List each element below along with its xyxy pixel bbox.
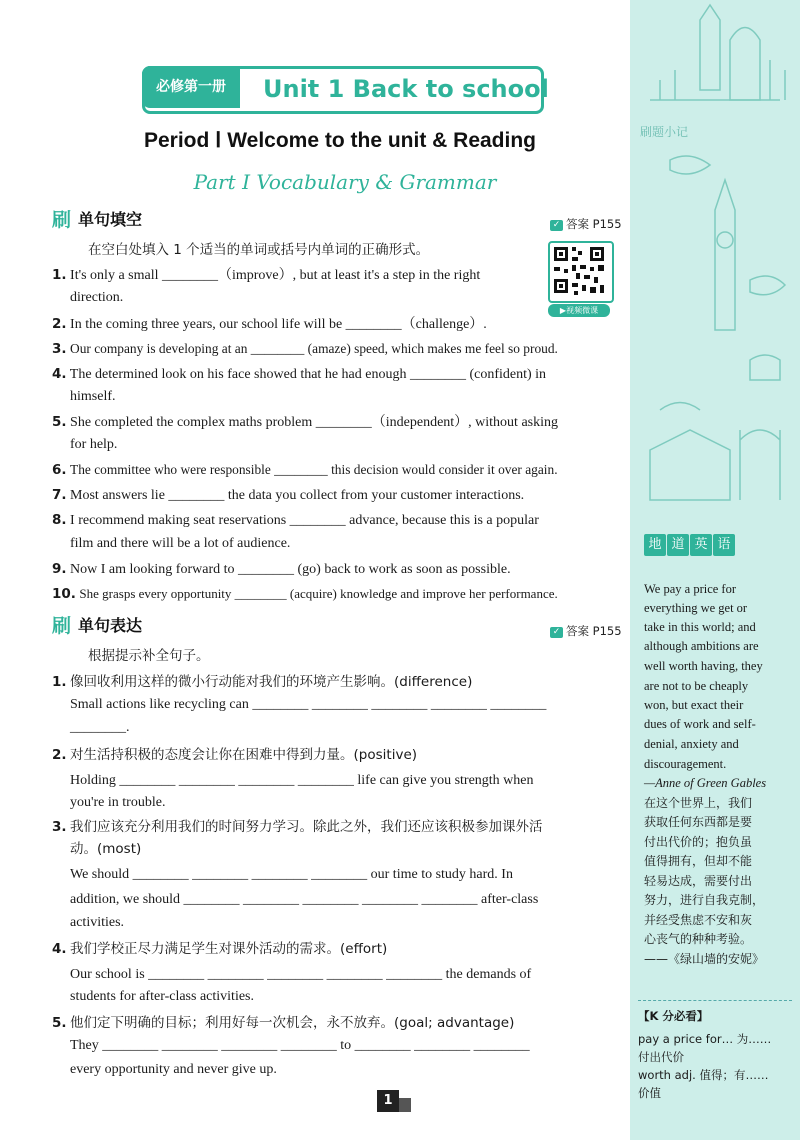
key-point-line: pay a price for… 为……	[638, 1032, 772, 1046]
unit-title: Unit 1 Back to school	[263, 75, 549, 103]
quote-line: are not to be cheaply	[644, 679, 749, 693]
translation-line: 并经受焦虑不安和灰	[644, 913, 753, 927]
quote-line: We pay a price for	[644, 582, 736, 596]
part-title: Part Ⅰ Vocabulary & Grammar	[193, 170, 497, 194]
quote-line: although ambitions are	[644, 639, 759, 653]
list-item-cont: every opportunity and never give up.	[70, 1062, 277, 1077]
notes-label: 刷题小记	[640, 125, 689, 139]
key-point-line: worth adj. 值得；有……	[638, 1068, 769, 1082]
quote-line: won, but exact their	[644, 698, 744, 712]
list-item: 4. 我们学校正尽力满足学生对课外活动的需求。(effort)	[52, 941, 388, 957]
period-title: Period Ⅰ Welcome to the unit & Reading	[143, 129, 536, 152]
play-icon: ▶	[559, 306, 567, 315]
list-item-cont: you're in trouble.	[70, 795, 166, 810]
quote-line: everything we get or	[644, 601, 748, 615]
check-icon: ✓	[550, 627, 563, 638]
check-icon: ✓	[550, 220, 563, 231]
list-item: 7. Most answers lie ________ the data you collect from your customer interactions.	[52, 487, 525, 503]
list-item-cont: activities.	[70, 915, 125, 930]
list-item: 3. Our company is developing at an ________ (amaze) speed, which makes me feel so proud.	[52, 341, 558, 357]
list-item-cont: We should ________ ________ ________ ________ our time to study hard. In	[70, 867, 513, 882]
list-item-cont: film and there will be a lot of audience.	[70, 536, 291, 551]
list-item-cont: direction.	[70, 290, 124, 305]
quote-line: take in this world; and	[644, 620, 756, 634]
section-title: 单句填空	[78, 210, 143, 229]
list-item-cont: Small actions like recycling can ________ ________ ________ ________ ________	[70, 697, 547, 712]
list-item-cont: Holding ________ ________ ________ ________ life can give you strength when	[70, 773, 534, 788]
page-number: 1	[377, 1090, 399, 1112]
instruction: 根据提示补全句子。	[88, 648, 210, 664]
list-item: 1. 像回收利用这样的微小行动能对我们的环境产生影响。(difference)	[52, 674, 473, 690]
quote-line: discouragement.	[644, 757, 727, 771]
list-item: 4. The determined look on his face showed that he had enough ________ (confident) in	[52, 366, 547, 382]
list-item: 6. The committee who were responsible ________ this decision would consider it over again.	[52, 462, 558, 478]
qr-pattern-icon	[550, 243, 608, 297]
list-item: 3. 我们应该充分利用我们的时间努力学习。除此之外，我们还应该积极参加课外活	[52, 819, 543, 835]
quote-line: denial, anxiety and	[644, 737, 739, 751]
brush-icon: 刷	[52, 209, 72, 231]
translation-line: 轻易达成，需要付出	[644, 874, 753, 888]
list-item-cont: for help.	[70, 437, 118, 452]
list-item: 5. She completed the complex maths problem ________（independent）, without asking	[52, 414, 559, 430]
qr-code[interactable]	[548, 241, 614, 313]
list-item-cont: students for after-class activities.	[70, 989, 254, 1004]
list-item-cont: They ________ ________ ________ ________ to ________ ________ ________	[70, 1038, 530, 1053]
page-number-decoration	[399, 1098, 411, 1112]
list-item-cont: himself.	[70, 389, 116, 404]
qr-caption: ▶视频微课	[548, 304, 610, 317]
divider	[638, 1000, 792, 1001]
section-title: 单句表达	[78, 616, 143, 635]
list-item: 10. She grasps every opportunity ________ (acquire) knowledge and improve her performance.	[52, 586, 558, 602]
list-item-cont: ________.	[70, 720, 130, 735]
list-item: 1. It's only a small ________（improve）, but at least it's a step in the right	[52, 267, 481, 283]
list-item: 5. 他们定下明确的目标；利用好每一次机会，永不放弃。(goal; advantage)	[52, 1015, 515, 1031]
list-item-cont: addition, we should ________ ________ ________ ________ ________ after-class	[70, 892, 539, 907]
instruction: 在空白处填入 1 个适当的单词或括号内单词的正确形式。	[88, 242, 430, 258]
landmark-sketch-icon	[630, 0, 800, 520]
key-point-line: 价值	[638, 1086, 661, 1100]
list-item: 9. Now I am looking forward to ________ (go) back to work as soon as possible.	[52, 561, 511, 577]
translation-line: 获取任何东西都是要	[644, 815, 753, 829]
translation-line: 心丧气的种种考验。	[644, 932, 753, 946]
translation-line: 努力，进行自我克制，	[644, 893, 765, 907]
brush-icon: 刷	[52, 615, 72, 637]
quote-line: well worth having, they	[644, 659, 763, 673]
answer-reference[interactable]: ✓ 答案 P155	[550, 216, 622, 232]
translation-line: 在这个世界上，我们	[644, 796, 753, 810]
key-point-line: 付出代价	[638, 1050, 684, 1064]
quote-source: —Anne of Green Gables	[644, 776, 767, 790]
list-item: 2. In the coming three years, our school life will be ________（challenge）.	[52, 316, 487, 332]
idiom-header: 地 道 英 语	[644, 534, 736, 558]
unit-banner	[142, 66, 549, 114]
answer-reference[interactable]: ✓ 答案 P155	[550, 623, 622, 639]
translation-line: ——《绿山墙的安妮》	[644, 952, 765, 966]
list-item: 2. 对生活持积极的态度会让你在困难中得到力量。(positive)	[52, 747, 418, 763]
list-item: 8. I recommend making seat reservations ________ advance, because this is a popular	[52, 512, 539, 528]
key-points-box	[638, 1008, 796, 1102]
sidebar	[630, 0, 800, 1140]
list-item-cont: 动。(most)	[70, 841, 142, 857]
quote-line: dues of work and self-	[644, 717, 756, 731]
list-item-cont: Our school is ________ ________ ________ ________ ________ the demands of	[70, 967, 532, 982]
translation-line: 付出代价的；抱负虽	[644, 835, 753, 849]
key-points-title: 【K 分必看】	[638, 1009, 709, 1023]
book-tag: 必修第一册	[142, 66, 240, 108]
translation-line: 值得拥有，但却不能	[644, 854, 753, 868]
